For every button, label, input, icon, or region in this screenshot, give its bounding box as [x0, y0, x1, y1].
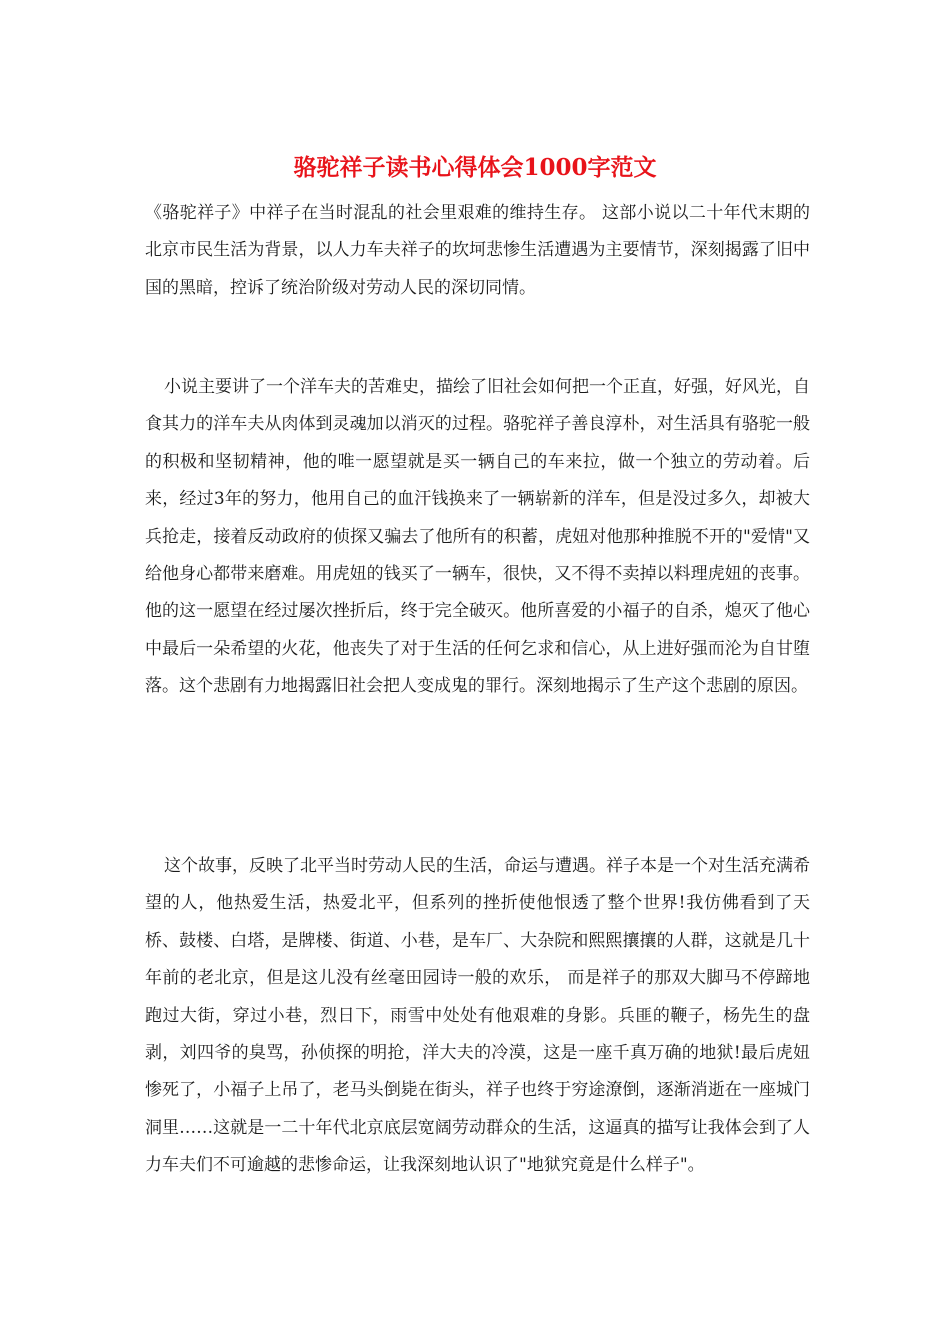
paragraph-reflection: 这个故事，反映了北平当时劳动人民的生活，命运与遭遇。祥子本是一个对生活充满希望的人，他热爱生活，热爱北平，但系列的挫折使他恨透了整个世界!我仿佛看到了天桥、鼓楼、白塔，是牌楼、街道、小巷，是车厂、大杂院和熙熙攘攘的人群，这就是几十年前的老北京，但是这儿没有丝毫田园诗一般的欢乐， 而是祥子的那双大脚马不停蹄地跑过大街，穿过小巷，烈日下，雨雪中处处有他艰难的身影。兵匪的鞭子，杨先生的盘剥，刘四爷的臭骂，孙侦探的明抢，洋大夫的冷漠，这是一座千真万确的地狱!最后虎妞惨死了，小福子上吊了，老马头倒毙在街头，祥子也终于穷途潦倒，逐渐消逝在一座城门洞里……这就是一二十年代北京底层宽阔劳动群众的生活，这逼真的描写让我体会到了人力车夫们不可逾越的悲惨命运，让我深刻地认识了"地狱究竟是什么样子"。	[145, 856, 810, 1176]
document-title: 骆驼祥子读书心得体会1000字范文	[293, 154, 657, 181]
paragraph-summary: 小说主要讲了一个洋车夫的苦难史，描绘了旧社会如何把一个正直，好强，好风光，自食其力的洋车夫从肉体到灵魂加以消灭的过程。骆驼祥子善良淳朴，对生活具有骆驼一般的积极和坚韧精神，他的唯一愿望就是买一辆自己的车来拉，做一个独立的劳动着。后来，经过3年的努力，他用自己的血汗钱换来了一辆崭新的洋车，但是没过多久，却被大兵抢走，接着反动政府的侦探又骗去了他所有的积蓄，虎妞对他那种推脱不开的"爱情"又给他身心都带来磨难。用虎妞的钱买了一辆车，很快，又不得不卖掉以料理虎妞的丧事。他的这一愿望在经过屡次挫折后，终于完全破灭。他所喜爱的小福子的自杀，熄灭了他心中最后一朵希望的火花，他丧失了对于生活的任何乞求和信心，从上进好强而沦为自甘堕落。这个悲剧有力地揭露旧社会把人变成鬼的罪行。深刻地揭示了生产这个悲剧的原因。	[145, 377, 810, 697]
paragraph-intro: 《骆驼祥子》中祥子在当时混乱的社会里艰难的维持生存。 这部小说以二十年代末期的北京市民生活为背景，以人力车夫祥子的坎坷悲惨生活遭遇为主要情节，深刻揭露了旧中国的黑暗，控诉了统治阶级对劳动人民的深切同情。	[145, 203, 810, 298]
